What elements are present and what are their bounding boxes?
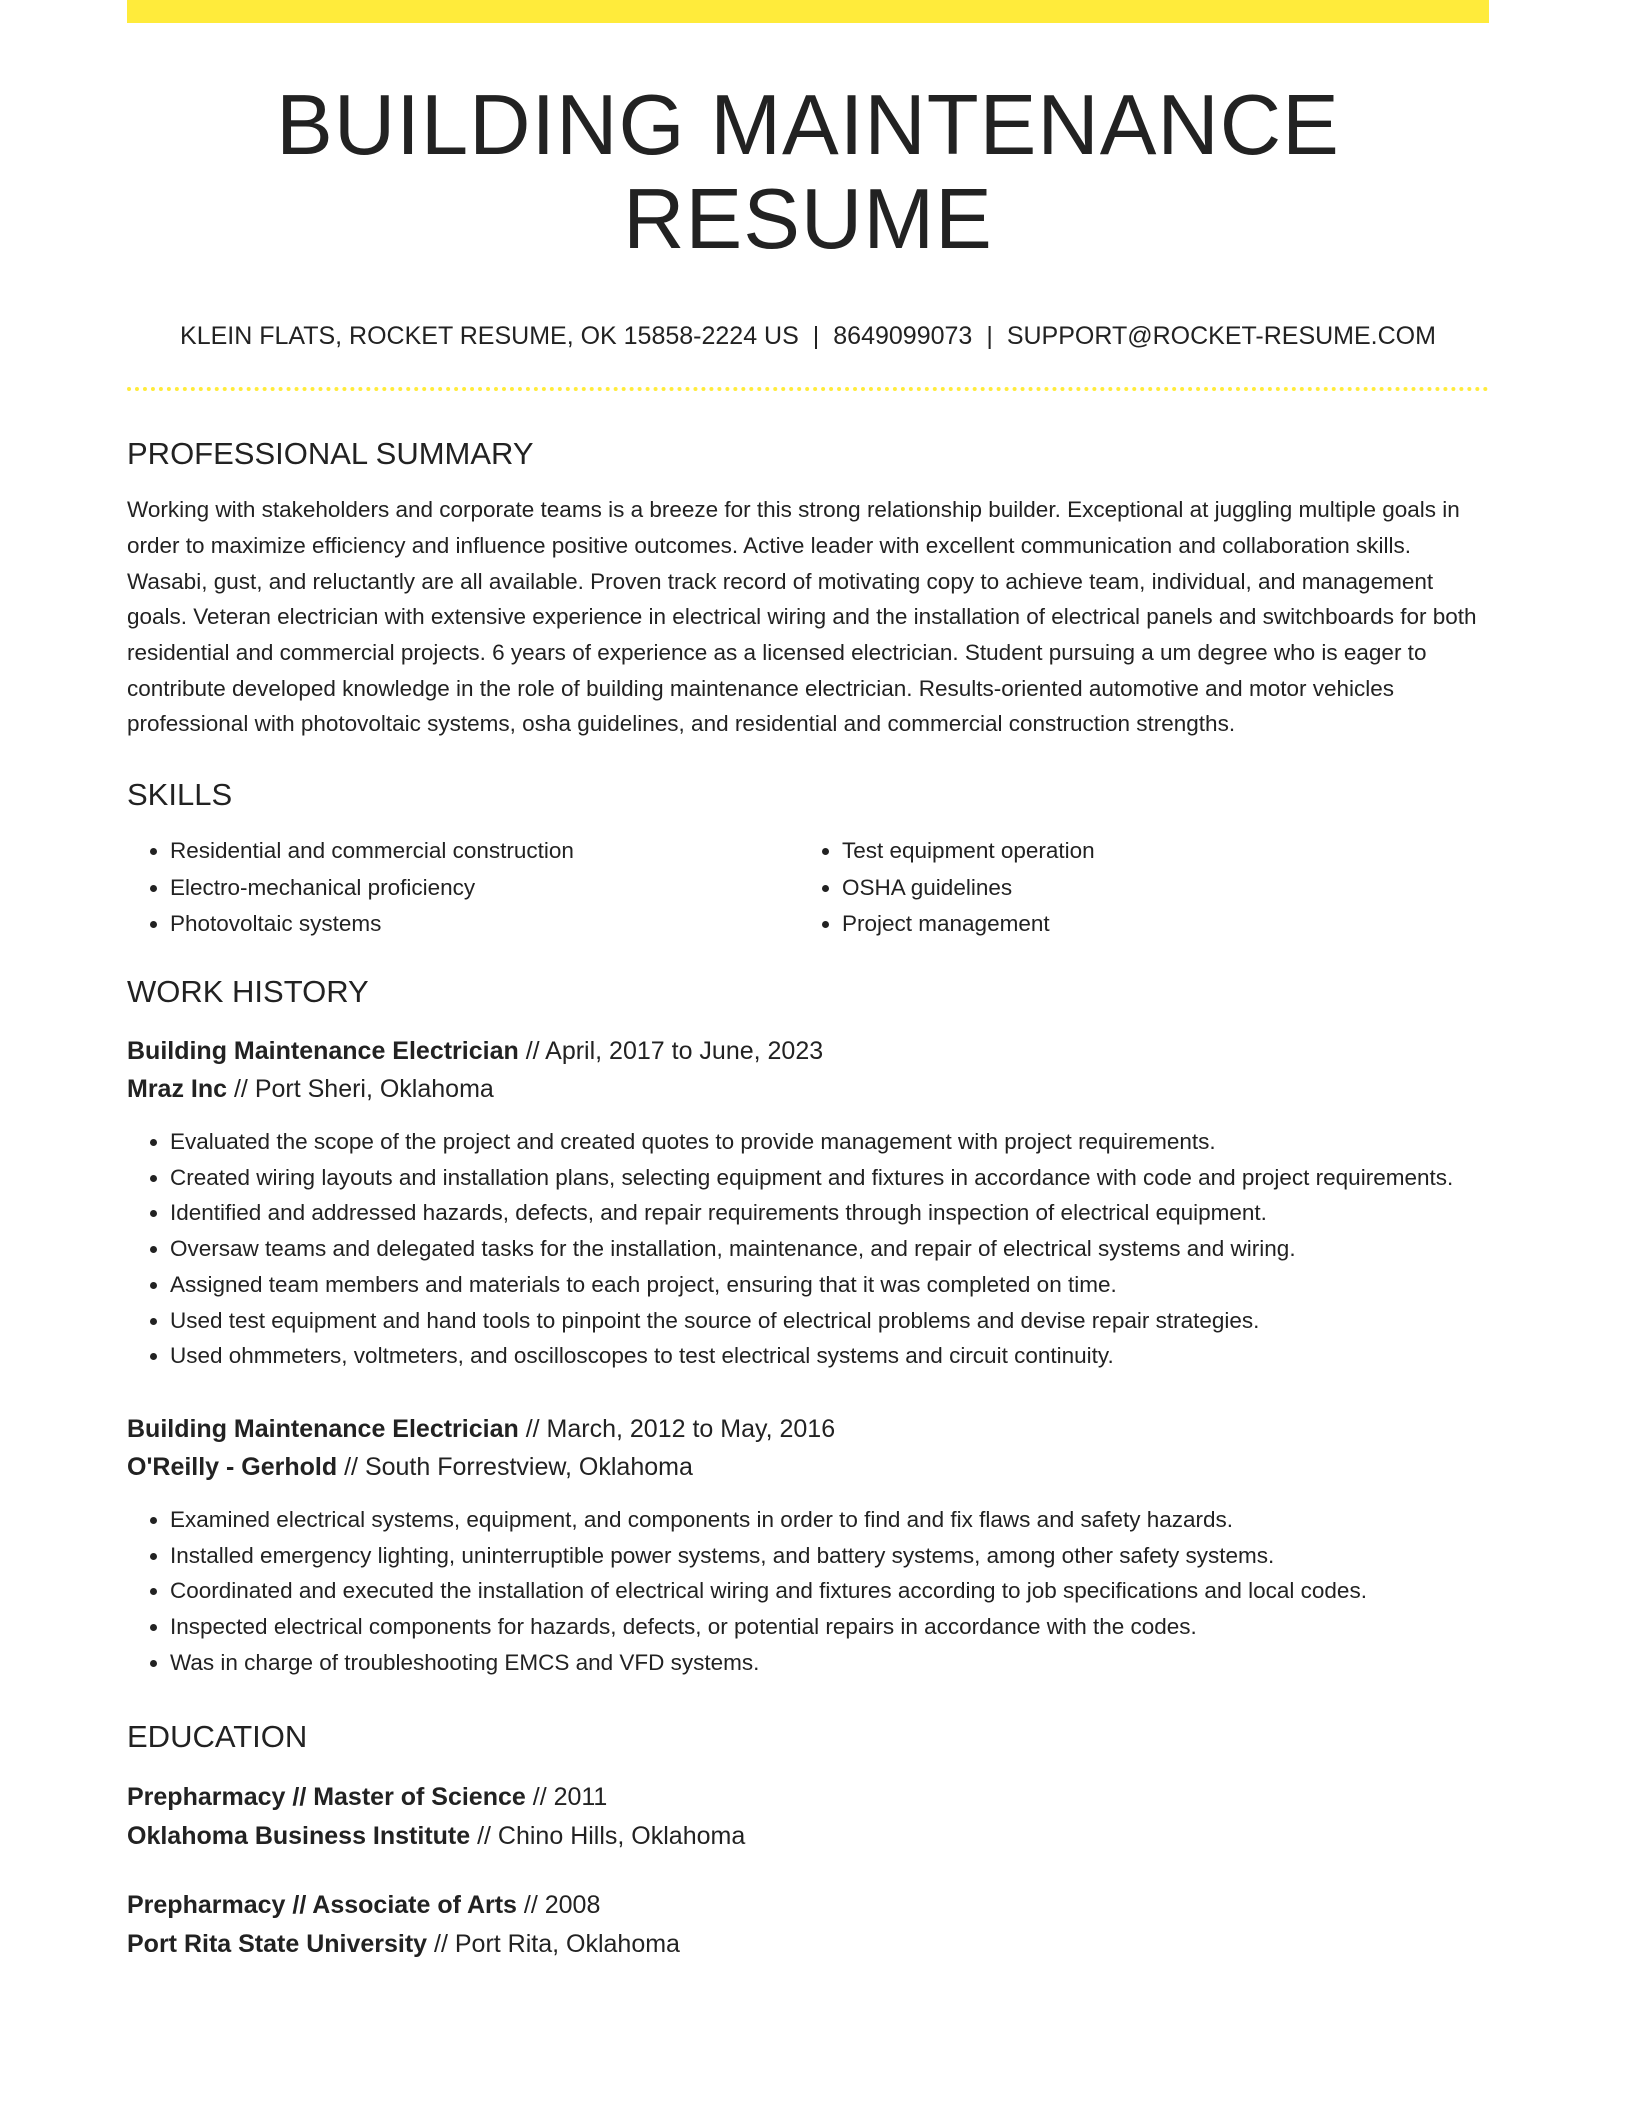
education-degree: Prepharmacy // Master of Science bbox=[127, 1782, 526, 1811]
job-bullet: • Installed emergency lighting, uninterruptible power systems, and battery systems, among other safety systems. bbox=[170, 1538, 1489, 1574]
job-bullets bbox=[127, 1502, 1489, 1681]
job-bullet: • Was in charge of troubleshooting EMCS and VFD systems. bbox=[170, 1645, 1489, 1681]
job-bullet: • Identified and addressed hazards, defects, and repair requirements through inspection of electrical equipment. bbox=[170, 1195, 1489, 1231]
education-degree-line bbox=[127, 1886, 1489, 1925]
job-bullet: • Evaluated the scope of the project and created quotes to provide management with project requirements. bbox=[170, 1124, 1489, 1160]
job-title-line bbox=[127, 1410, 1489, 1448]
education-entry bbox=[127, 1778, 1489, 1856]
skill-item: • OSHA guidelines bbox=[842, 870, 1471, 907]
job-bullet: • Used test equipment and hand tools to pinpoint the source of electrical problems and devise repair strategies. bbox=[170, 1303, 1489, 1339]
contact-separator: | bbox=[812, 322, 820, 350]
work-history-heading: WORK HISTORY bbox=[127, 973, 369, 1009]
skill-item: • Photovoltaic systems bbox=[170, 906, 799, 943]
education-degree-line bbox=[127, 1778, 1489, 1817]
skills-column-right bbox=[799, 833, 1471, 943]
job-bullet: • Assigned team members and materials to each project, ensuring that it was completed on time. bbox=[170, 1267, 1489, 1303]
job-bullet: • Inspected electrical components for hazards, defects, or potential repairs in accordance with the codes. bbox=[170, 1609, 1489, 1645]
job-dates: // March, 2012 to May, 2016 bbox=[518, 1414, 836, 1443]
resume-page bbox=[127, 0, 1489, 1964]
job-company-line bbox=[127, 1448, 1489, 1486]
resume-title: BUILDING MAINTENANCE RESUME bbox=[276, 78, 1340, 267]
education-degree: Prepharmacy // Associate of Arts bbox=[127, 1890, 517, 1919]
education-location: // Chino Hills, Oklahoma bbox=[470, 1821, 746, 1850]
job-entry bbox=[127, 1410, 1489, 1681]
contact-separator: | bbox=[986, 322, 993, 350]
job-bullet: • Created wiring layouts and installation plans, selecting equipment and fixtures in accordance with code and project requirements. bbox=[170, 1160, 1489, 1196]
summary-text: Working with stakeholders and corporate teams is a breeze for this strong relationship builder. Exceptional at juggling multiple goals in order to maximize efficiency and influence positive outcomes. Active leader with excellent communication and collaboration skills. Wasabi, gust, and reluctantly are all available. Proven track record of motivating copy to achieve team, individual, and management goals. Veteran electrician with extensive experience in electrical wiring and the installation of electrical panels and switchboards for both residential and commercial projects. 6 years of experience as a licensed electrician. Student pursuing a um degree who is eager to contribute developed knowledge in the role of building maintenance electrician. Results-oriented automotive and motor vehicles professional with photovoltaic systems, osha guidelines, and residential and commercial construction strengths. bbox=[127, 497, 1477, 737]
job-title: Building Maintenance Electrician bbox=[127, 1036, 519, 1065]
job-company-line bbox=[127, 1070, 1489, 1108]
summary-heading: PROFESSIONAL SUMMARY bbox=[127, 436, 534, 471]
skill-item: • Residential and commercial construction bbox=[170, 833, 799, 870]
job-entry bbox=[127, 1032, 1489, 1374]
skill-item: • Test equipment operation bbox=[842, 833, 1471, 870]
job-title-line bbox=[127, 1032, 1489, 1070]
contact-phone: 8649099073 bbox=[833, 322, 973, 350]
job-location: // Port Sheri, Oklahoma bbox=[227, 1074, 494, 1103]
skills-heading: SKILLS bbox=[127, 777, 233, 813]
education-school-line bbox=[127, 1817, 1489, 1856]
skills-list bbox=[127, 833, 1489, 943]
job-bullet: • Examined electrical systems, equipment, and components in order to find and fix flaws and safety hazards. bbox=[170, 1502, 1489, 1538]
contact-line bbox=[127, 321, 1489, 351]
education-year: // 2008 bbox=[516, 1890, 601, 1919]
dotted-divider bbox=[127, 387, 1489, 391]
education-year: // 2011 bbox=[525, 1782, 608, 1811]
job-location: // South Forrestview, Oklahoma bbox=[337, 1452, 693, 1481]
education-school-line bbox=[127, 1925, 1489, 1964]
job-company: Mraz Inc bbox=[127, 1074, 228, 1103]
education-entry bbox=[127, 1886, 1489, 1964]
skill-item: • Project management bbox=[842, 906, 1471, 943]
job-bullet: • Used ohmmeters, voltmeters, and oscilloscopes to test electrical systems and circuit continuity. bbox=[170, 1338, 1489, 1374]
education-school: Port Rita State University bbox=[127, 1929, 428, 1958]
job-bullet: • Coordinated and executed the installation of electrical wiring and fixtures according to job specifications and local codes. bbox=[170, 1573, 1489, 1609]
education-school: Oklahoma Business Institute bbox=[127, 1821, 471, 1850]
top-accent-bar bbox=[127, 0, 1489, 23]
contact-address: KLEIN FLATS, ROCKET RESUME, OK 15858-2224 US bbox=[180, 322, 799, 350]
job-bullet: • Oversaw teams and delegated tasks for the installation, maintenance, and repair of electrical systems and wiring. bbox=[170, 1231, 1489, 1267]
skills-column-left bbox=[127, 833, 799, 943]
job-bullets bbox=[127, 1124, 1489, 1374]
job-title: Building Maintenance Electrician bbox=[127, 1414, 519, 1443]
contact-email: SUPPORT@ROCKET-RESUME.COM bbox=[1006, 322, 1436, 350]
education-heading: EDUCATION bbox=[127, 1719, 308, 1755]
skill-item: • Electro-mechanical proficiency bbox=[170, 870, 799, 907]
job-dates: // April, 2017 to June, 2023 bbox=[518, 1036, 824, 1065]
education-location: // Port Rita, Oklahoma bbox=[427, 1929, 680, 1958]
job-company: O'Reilly - Gerhold bbox=[127, 1452, 338, 1481]
